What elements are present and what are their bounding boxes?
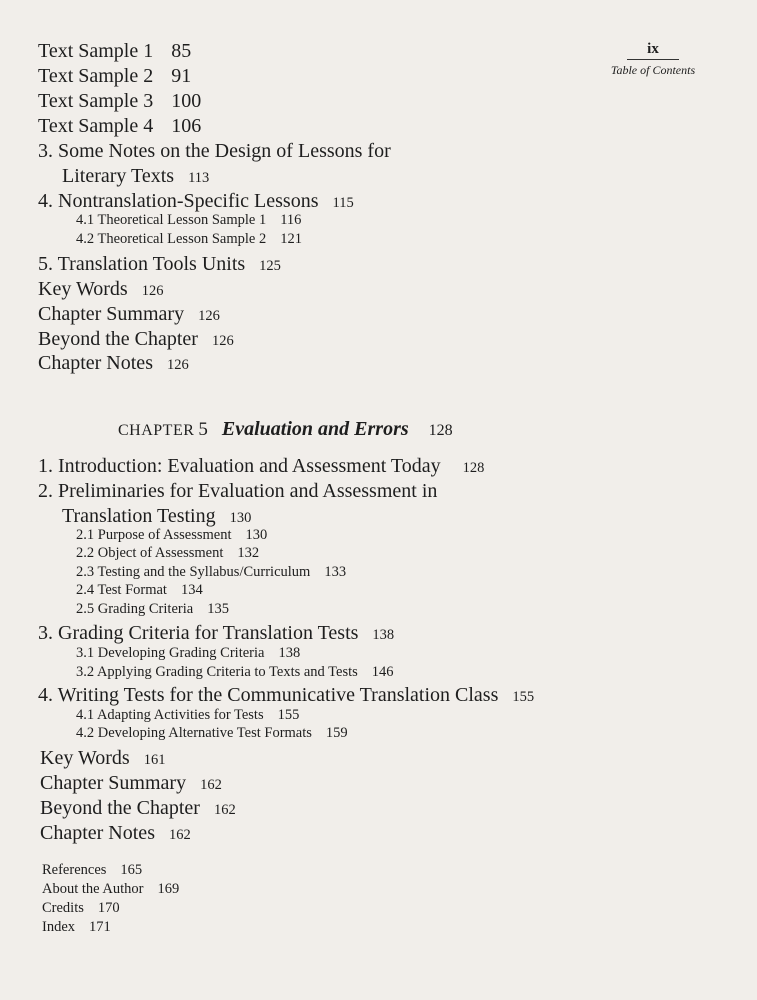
chapter-page: 128 xyxy=(428,422,453,439)
back-matter-entry: References 165 xyxy=(42,862,143,878)
chapter-title: Evaluation and Errors xyxy=(221,418,409,440)
toc-subentry: 4.1 Adapting Activities for Tests 155 xyxy=(76,707,300,723)
chapter-heading xyxy=(118,418,453,441)
toc-entry: 4. Writing Tests for the Communicative Translation Class 155 xyxy=(38,684,535,706)
back-matter-entry: Credits 170 xyxy=(42,900,120,916)
toc-entry: 5. Translation Tools Units 125 xyxy=(38,253,281,275)
toc-entry: Text Sample 4 106 xyxy=(38,115,202,137)
toc-entry: Chapter Notes 126 xyxy=(38,352,189,374)
toc-entry: Key Words 161 xyxy=(40,747,166,769)
toc-entry: 4. Nontranslation-Specific Lessons 115 xyxy=(38,190,354,212)
toc-entry: Chapter Summary 126 xyxy=(38,303,220,325)
toc-subentry: 4.2 Theoretical Lesson Sample 2 121 xyxy=(76,231,302,247)
toc-subentry: 3.2 Applying Grading Criteria to Texts and Tests 146 xyxy=(76,664,394,680)
toc-entry: 2. Preliminaries for Evaluation and Assessment in xyxy=(38,480,438,502)
toc-entry: Key Words 126 xyxy=(38,278,164,300)
back-matter-entry: Index 171 xyxy=(42,919,111,935)
back-matter-entry: About the Author 169 xyxy=(42,881,180,897)
toc-subentry: 4.1 Theoretical Lesson Sample 1 116 xyxy=(76,212,302,228)
toc-entry: Text Sample 3 100 xyxy=(38,90,202,112)
toc-entry: Translation Testing 130 xyxy=(62,505,252,527)
toc-entry: Beyond the Chapter 162 xyxy=(40,797,236,819)
toc-entry: Chapter Notes 162 xyxy=(40,822,191,844)
toc-subentry: 2.3 Testing and the Syllabus/Curriculum 133 xyxy=(76,564,347,580)
toc-subentry: 2.5 Grading Criteria 135 xyxy=(76,601,229,617)
page-number: ix xyxy=(627,41,679,60)
toc-subentry: 2.1 Purpose of Assessment 130 xyxy=(76,527,268,543)
toc-entry: Text Sample 1 85 xyxy=(38,40,192,62)
toc-subentry: 2.4 Test Format 134 xyxy=(76,582,203,598)
toc-entry: 3. Some Notes on the Design of Lessons for xyxy=(38,140,391,162)
toc-entry: Text Sample 2 91 xyxy=(38,65,192,87)
toc-entry: 1. Introduction: Evaluation and Assessment Today 128 xyxy=(38,455,485,477)
toc-entry: Chapter Summary 162 xyxy=(40,772,222,794)
toc-entry: Literary Texts 113 xyxy=(62,165,210,187)
chapter-label: CHAPTER xyxy=(118,422,195,439)
running-head-title: Table of Contents xyxy=(610,63,696,77)
toc-subentry: 3.1 Developing Grading Criteria 138 xyxy=(76,645,301,661)
chapter-number: 5 xyxy=(198,419,208,440)
toc-entry: 3. Grading Criteria for Translation Tests 138 xyxy=(38,622,395,644)
toc-subentry: 4.2 Developing Alternative Test Formats 159 xyxy=(76,725,348,741)
running-head xyxy=(598,38,708,78)
toc-entry: Beyond the Chapter 126 xyxy=(38,328,234,350)
toc-subentry: 2.2 Object of Assessment 132 xyxy=(76,545,260,561)
